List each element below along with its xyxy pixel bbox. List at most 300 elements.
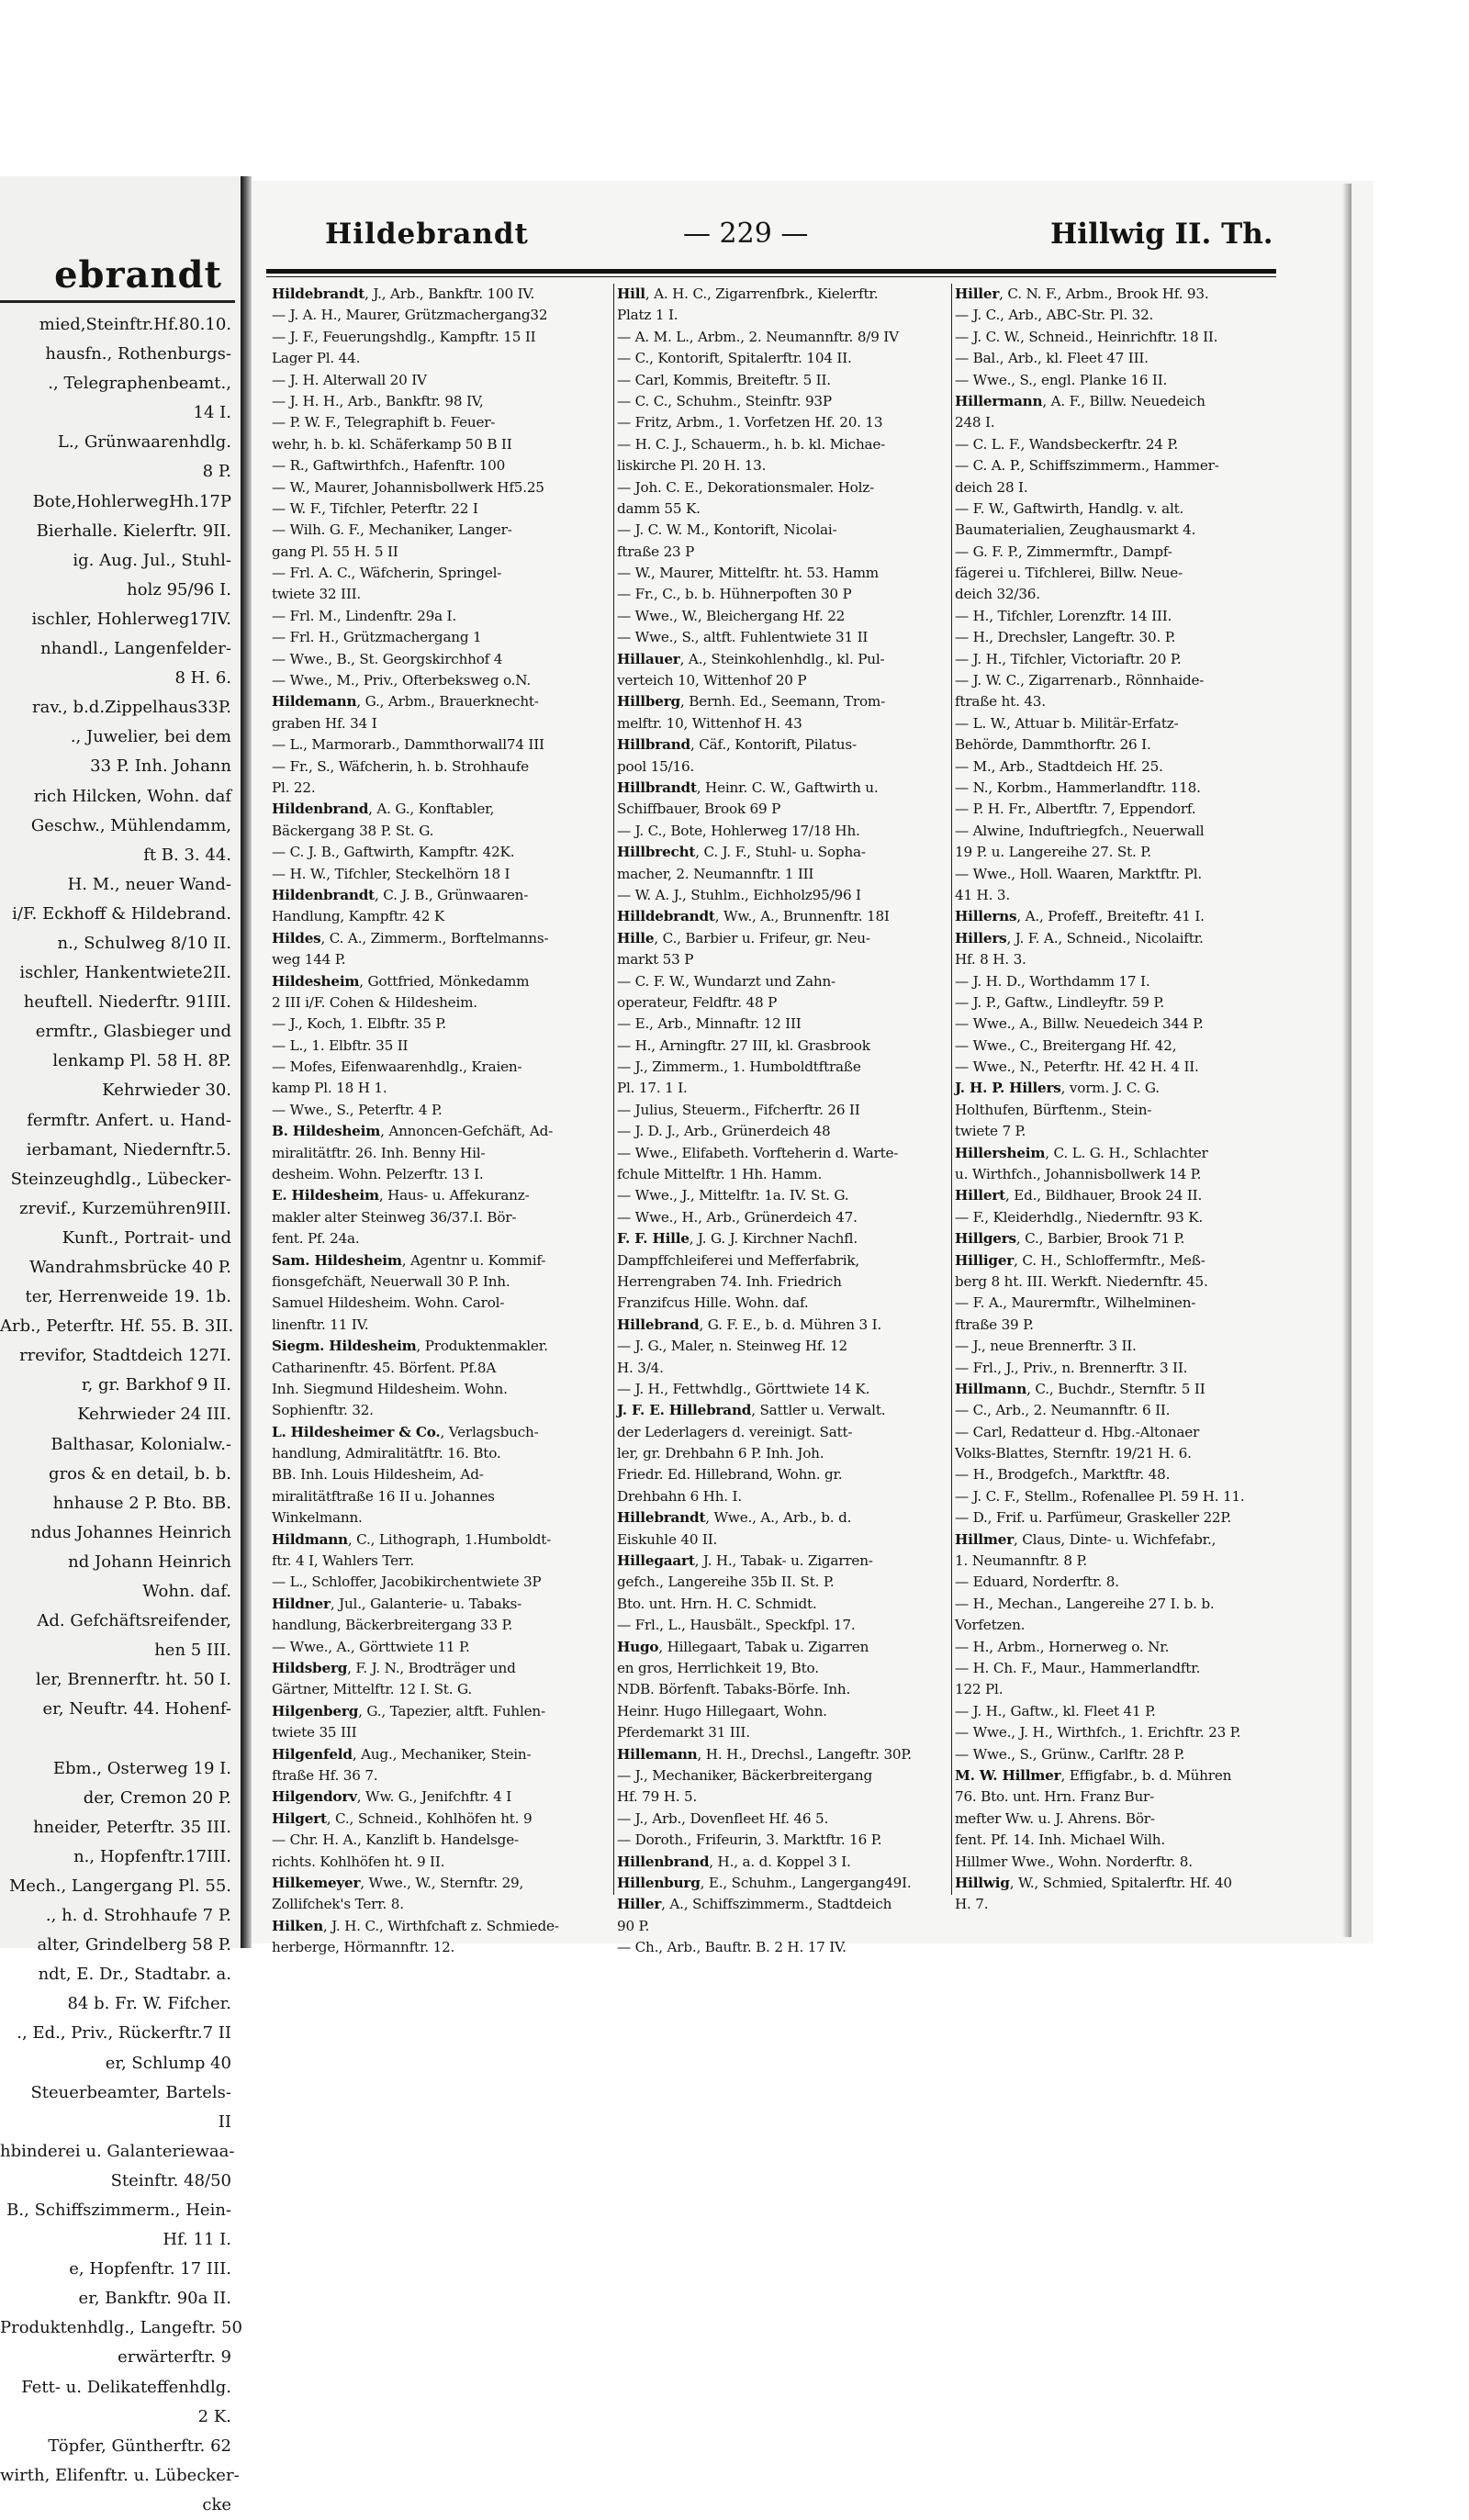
directory-entry-line: Friedr. Ed. Hillebrand, Wohn. gr. xyxy=(617,1466,843,1484)
directory-entry-line: Hillbrecht, C. J. F., Stuhl- u. Sopha- xyxy=(617,844,866,861)
directory-entry-line: — H., Mechan., Langereihe 27 I. b. b. xyxy=(955,1595,1215,1612)
left-page-line: Wohn. daf. xyxy=(142,1582,231,1602)
directory-entry-line: fionsgefchäft, Neuerwall 30 P. Inh. xyxy=(272,1272,510,1290)
left-page-line: ischler, Hohlerweg17IV. xyxy=(31,609,231,629)
directory-entry-line: — N., Korbm., Hammerlandftr. 118. xyxy=(955,778,1201,796)
directory-entry-line: Hilken, J. H. C., Wirthfchaft z. Schmiede- xyxy=(272,1917,559,1934)
directory-entry-line: BB. Inh. Louis Hildesheim, Ad- xyxy=(272,1466,484,1484)
directory-entry-line: — J. F., Feuerungshdlg., Kampftr. 15 II xyxy=(272,328,536,345)
directory-entry-line: Hillmer, Claus, Dinte- u. Wichfefabr., xyxy=(955,1530,1217,1548)
directory-entry-line: — L. W., Attuar b. Militär-Erfatz- xyxy=(955,714,1179,732)
directory-entry-line: — Frl., J., Priv., n. Brennerftr. 3 II. xyxy=(955,1359,1188,1376)
left-page-line: hnhause 2 P. Bto. BB. xyxy=(52,1493,231,1513)
left-page-line: i/F. Eckhoff & Hildebrand. xyxy=(12,903,231,924)
right-page xyxy=(252,181,1374,1956)
directory-entry-line: Bto. unt. Hrn. H. C. Schmidt. xyxy=(617,1595,817,1612)
directory-entry-line: miralitätftraße 16 II u. Johannes xyxy=(272,1487,495,1505)
directory-entry-line: H. 7. xyxy=(955,1896,989,1913)
directory-entry-line: linenftr. 11 IV. xyxy=(272,1316,369,1333)
directory-entry-line: Hillenburg, E., Schuhm., Langergang49I. xyxy=(617,1874,912,1891)
directory-entry-line: Hillwig, W., Schmied, Spitalerftr. Hf. 40 xyxy=(955,1874,1232,1891)
directory-entry-line: Sophienftr. 32. xyxy=(272,1402,374,1419)
directory-entry-line: — J. H. Alterwall 20 IV xyxy=(272,371,427,388)
directory-entry-line: — Wwe., N., Peterftr. Hf. 42 H. 4 II. xyxy=(955,1058,1199,1076)
directory-entry-line: Volks-Blattes, Sternftr. 19/21 H. 6. xyxy=(955,1445,1192,1462)
directory-entry-line: 19 P. u. Langereihe 27. St. P. xyxy=(955,844,1151,861)
directory-entry-line: Hilgenfeld, Aug., Mechaniker, Stein- xyxy=(272,1745,532,1763)
directory-entry-line: Drehbahn 6 Hh. I. xyxy=(617,1487,742,1505)
directory-entry-line: makler alter Steinweg 36/37.I. Bör- xyxy=(272,1208,517,1226)
left-page-line: Bierhalle. Kielerftr. 9II. xyxy=(36,521,231,541)
directory-entry-line: B. Hildesheim, Annoncen-Gefchäft, Ad- xyxy=(272,1123,554,1140)
directory-entry-line: Hillemann, H. H., Drechsl., Langeftr. 30P. xyxy=(617,1745,912,1763)
left-page-line: nd Johann Heinrich xyxy=(68,1551,231,1572)
left-page-line: lenkamp Pl. 58 H. 8P. xyxy=(52,1051,231,1071)
directory-entry-line: — H., Arningftr. 27 III, kl. Grasbrook xyxy=(617,1036,870,1054)
directory-entry-line: J. H. P. Hillers, vorm. J. C. G. xyxy=(955,1080,1160,1097)
left-page-line: alter, Grindelberg 58 P. xyxy=(37,1935,231,1955)
directory-entry-line: — Alwine, Induftriegfch., Neuerwall xyxy=(955,822,1205,839)
directory-entry-line: — J., Arb., Dovenfleet Hf. 46 5. xyxy=(617,1809,829,1827)
directory-entry-line: — C. A. P., Schiffszimmerm., Hammer- xyxy=(955,457,1219,475)
directory-entry-line: Bäckergang 38 P. St. G. xyxy=(272,822,434,839)
column-separator xyxy=(951,284,952,1895)
left-page-line: rrevifor, Stadtdeich 127I. xyxy=(19,1346,231,1366)
directory-entry-line: — Wwe., Elifabeth. Vorfteherin d. Warte- xyxy=(617,1144,899,1161)
book-gutter xyxy=(241,176,252,1948)
left-page-line: Ebm., Osterweg 19 I. xyxy=(52,1758,231,1778)
left-page-line: Töpfer, Güntherftr. 62 xyxy=(48,2436,231,2456)
left-page-line: Steuerbeamter, Bartels- xyxy=(30,2082,231,2102)
directory-entry-line: E. Hildesheim, Haus- u. Affekuranz- xyxy=(272,1187,530,1204)
directory-entry-line: — H. W., Tifchler, Steckelhörn 18 I xyxy=(272,865,510,882)
directory-entry-line: herberge, Hörmannftr. 12. xyxy=(272,1939,455,1956)
directory-entry-line: J. F. E. Hillebrand, Sattler u. Verwalt. xyxy=(617,1402,886,1419)
directory-column-1 xyxy=(272,284,611,1958)
left-page-fragment xyxy=(0,176,243,2514)
directory-entry-line: Hillerns, A., Profeff., Breiteftr. 41 I. xyxy=(955,908,1205,925)
directory-entry-line: — W., Maurer, Mittelftr. ht. 53. Hamm xyxy=(617,565,879,582)
directory-entry-line: operateur, Feldftr. 48 P xyxy=(617,993,778,1011)
left-page-line: Geschw., Mühlendamm, xyxy=(30,815,231,835)
directory-entry-line: Hillebrandt, Wwe., A., Arb., b. d. xyxy=(617,1509,852,1527)
directory-entry-line: — W., Maurer, Johannisbollwerk Hf5.25 xyxy=(272,478,544,496)
directory-entry-line: Hildebrandt, J., Arb., Bankftr. 100 IV. xyxy=(272,286,535,302)
directory-entry-line: u. Wirthfch., Johannisbollwerk 14 P. xyxy=(955,1166,1202,1183)
left-page-line: holz 95/96 I. xyxy=(127,579,231,599)
left-page-line: 33 P. Inh. Johann xyxy=(90,756,231,777)
directory-entry-line: richts. Kohlhöfen ht. 9 II. xyxy=(272,1853,445,1870)
directory-entry-line: — Chr. H. A., Kanzlift b. Handelsge- xyxy=(272,1831,519,1849)
directory-entry-line: Hillebrand, G. F. E., b. d. Mühren 3 I. xyxy=(617,1316,881,1333)
directory-entry-line: weg 144 P. xyxy=(272,951,346,969)
directory-entry-line: — Wwe., S., Peterftr. 4 P. xyxy=(272,1101,443,1118)
left-page-line: gros & en detail, b. b. xyxy=(49,1463,231,1484)
left-page-line: n., Hopfenftr.17III. xyxy=(73,1846,231,1866)
directory-entry-line: — J. H. D., Worthdamm 17 I. xyxy=(955,972,1150,990)
directory-entry-line: — J. C. F., Stellm., Rofenallee Pl. 59 H. 11. xyxy=(955,1487,1245,1505)
left-page-line: rich Hilcken, Wohn. daf xyxy=(33,786,231,806)
directory-entry-line: gefch., Langereihe 35b II. St. P. xyxy=(617,1574,835,1591)
directory-entry-line: — Fritz, Arbm., 1. Vorfetzen Hf. 20. 13 xyxy=(617,414,883,431)
directory-entry-line: damm 55 K. xyxy=(617,499,701,517)
directory-entry-line: 2 III i/F. Cohen & Hildesheim. xyxy=(272,993,477,1011)
directory-entry-line: — Wwe., M., Priv., Ofterbeksweg o.N. xyxy=(272,672,532,689)
directory-entry-line: — Wwe., H., Arb., Grünerdeich 47. xyxy=(617,1208,858,1226)
directory-entry-line: Franzifcus Hille. Wohn. daf. xyxy=(617,1294,809,1312)
directory-entry-line: — C. F. W., Wundarzt und Zahn- xyxy=(617,972,835,990)
directory-entry-line: Hf. 79 H. 5. xyxy=(617,1788,698,1806)
left-page-line: fermftr. Anfert. u. Hand- xyxy=(27,1110,231,1130)
directory-entry-line: — Carl, Kommis, Breiteftr. 5 II. xyxy=(617,371,831,388)
left-page-line: e, Hopfenftr. 17 III. xyxy=(69,2259,231,2279)
left-page-line: ., Ed., Priv., Rückerftr.7 II xyxy=(17,2023,231,2044)
directory-entry-line: — R., Gaftwirthfch., Hafenftr. 100 xyxy=(272,457,506,475)
directory-entry-line: twiete 7 P. xyxy=(955,1123,1026,1140)
left-page-line: Wandrahmsbrücke 40 P. xyxy=(29,1258,231,1277)
directory-entry-line: — J. C., Arb., ABC-Str. Pl. 32. xyxy=(955,307,1154,324)
directory-entry-line: Hilgert, C., Schneid., Kohlhöfen ht. 9 xyxy=(272,1809,533,1827)
directory-entry-line: — Doroth., Frifeurin, 3. Marktftr. 16 P. xyxy=(617,1831,882,1849)
directory-entry-line: Sam. Hildesheim, Agentnr u. Kommif- xyxy=(272,1251,546,1269)
directory-entry-line: — Fr., C., b. b. Hühnerpoften 30 P xyxy=(617,586,852,603)
running-head-right: Hillwig II. Th. xyxy=(1050,218,1273,251)
directory-entry-line: Hildenbrandt, C. J. B., Grünwaaren- xyxy=(272,886,529,903)
directory-entry-line: — H., Tifchler, Lorenzftr. 14 III. xyxy=(955,607,1172,624)
directory-entry-line: Herrengraben 74. Inh. Friedrich xyxy=(617,1272,842,1290)
directory-entry-line: ftraße 39 P. xyxy=(955,1316,1034,1333)
directory-entry-line: Hillmann, C., Buchdr., Sternftr. 5 II xyxy=(955,1380,1205,1397)
directory-entry-line: Inh. Siegmund Hildesheim. Wohn. xyxy=(272,1380,508,1397)
left-page-line: Balthasar, Kolonialw.- xyxy=(50,1434,231,1454)
directory-column-3 xyxy=(955,284,1272,1916)
directory-entry-line: handlung, Bäckerbreitergang 33 P. xyxy=(272,1617,513,1634)
directory-entry-line: Hillbrand, Cäf., Kontorift, Pilatus- xyxy=(617,736,857,754)
directory-entry-line: liskirche Pl. 20 H. 13. xyxy=(617,457,767,475)
directory-entry-line: Hugo, Hillegaart, Tabak u. Zigarren xyxy=(617,1638,869,1655)
directory-entry-line: ftraße ht. 43. xyxy=(955,693,1046,711)
left-page-line: 14 I. xyxy=(193,403,231,423)
left-page-line: hneider, Peterftr. 35 III. xyxy=(33,1817,231,1837)
directory-entry-line: Hf. 8 H. 3. xyxy=(955,951,1026,969)
left-page-line: Fett- u. Delikateffenhdlg. xyxy=(21,2377,231,2397)
directory-entry-line: — W. F., Tifchler, Peterftr. 22 I xyxy=(272,499,478,517)
directory-entry-line: — Ch., Arb., Bauftr. B. 2 H. 17 IV. xyxy=(617,1939,847,1956)
directory-entry-line: Zollifchek's Terr. 8. xyxy=(272,1896,404,1913)
directory-entry-line: — Eduard, Norderftr. 8. xyxy=(955,1574,1119,1591)
directory-entry-line: — H., Arbm., Hornerweg o. Nr. xyxy=(955,1638,1170,1655)
directory-entry-line: Hiller, C. N. F., Arbm., Brook Hf. 93. xyxy=(955,286,1209,302)
left-page-line xyxy=(0,1725,237,1754)
directory-entry-line: Handlung, Kampftr. 42 K xyxy=(272,908,444,925)
running-head-left: Hildebrandt xyxy=(325,218,529,251)
directory-entry-line: — J. H., Fettwhdlg., Görttwiete 14 K. xyxy=(617,1380,870,1397)
directory-entry-line: Pl. 22. xyxy=(272,778,316,796)
directory-entry-line: Pferdemarkt 31 III. xyxy=(617,1724,750,1742)
directory-entry-line: — J. C., Bote, Hohlerweg 17/18 Hh. xyxy=(617,822,860,839)
directory-entry-line: desheim. Wohn. Pelzerftr. 13 I. xyxy=(272,1166,484,1183)
directory-entry-line: — J. A. H., Maurer, Grützmachergang32 xyxy=(272,307,548,324)
directory-entry-line: Schiffbauer, Brook 69 P xyxy=(617,801,781,818)
directory-entry-line: — H., Brodgefch., Marktftr. 48. xyxy=(955,1466,1171,1484)
directory-entry-line: — Carl, Redatteur d. Hbg.-Altonaer xyxy=(955,1423,1200,1440)
directory-entry-line: Hilldebrandt, Ww., A., Brunnenftr. 18I xyxy=(617,908,890,925)
left-page-line: L., Grünwaarenhdlg. xyxy=(57,432,231,453)
left-page-line: ft B. 3. 44. xyxy=(143,845,231,865)
directory-entry-line: — J. P., Gaftw., Lindleyftr. 59 P. xyxy=(955,993,1164,1011)
left-page-line: ter, Herrenweide 19. 1b. xyxy=(25,1287,231,1307)
directory-entry-line: Hildner, Jul., Galanterie- u. Tabaks- xyxy=(272,1595,522,1612)
directory-entry-line: Samuel Hildesheim. Wohn. Carol- xyxy=(272,1294,505,1312)
directory-entry-line: Baumaterialien, Zeughausmarkt 4. xyxy=(955,521,1196,539)
directory-column-2 xyxy=(617,284,949,1958)
left-page-line: B., Schiffszimmerm., Hein- xyxy=(6,2201,231,2220)
directory-entry-line: — G. F. P., Zimmermftr., Dampf- xyxy=(955,543,1172,560)
left-page-line: 8 H. 6. xyxy=(174,668,231,689)
left-page-line: ., Telegraphenbeamt., xyxy=(48,374,231,394)
directory-entry-line: twiete 32 III. xyxy=(272,586,362,603)
page-number: — 229 — xyxy=(683,218,809,250)
directory-entry-line: Heinr. Hugo Hillegaart, Wohn. xyxy=(617,1702,827,1719)
directory-entry-line: der Lederlagers d. vereinigt. Satt- xyxy=(617,1423,853,1440)
directory-entry-line: kamp Pl. 18 H 1. xyxy=(272,1080,387,1097)
directory-entry-line: Hillert, Ed., Bildhauer, Brook 24 II. xyxy=(955,1187,1203,1204)
directory-entry-line: — Fr., S., Wäfcherin, h. b. Strohhaufe xyxy=(272,757,529,775)
left-page-line: ierbamant, Niedernftr.5. xyxy=(26,1139,231,1159)
directory-entry-line: — H. Ch. F., Maur., Hammerlandftr. xyxy=(955,1660,1201,1676)
left-page-line: Ad. Gefchäftsreifender, xyxy=(37,1611,231,1631)
directory-entry-line: — H., Drechsler, Langeftr. 30. P. xyxy=(955,629,1176,646)
left-page-line: 84 b. Fr. W. Fifcher. xyxy=(67,1994,231,2014)
left-page-line: Produktenhdlg., Langeftr. 50 xyxy=(0,2318,242,2338)
left-page-line: Arb., Peterftr. Hf. 55. B. 3II. xyxy=(0,1316,234,1337)
left-page-line: zrevif., Kurzemühren9III. xyxy=(19,1198,231,1218)
left-page-rule xyxy=(0,300,235,303)
directory-entry-line: — H. C. J., Schauerm., h. b. kl. Michae- xyxy=(617,435,886,453)
directory-entry-line: H. 3/4. xyxy=(617,1359,664,1376)
directory-entry-line: Pl. 17. 1 I. xyxy=(617,1080,688,1097)
left-page-heading: ebrandt xyxy=(54,253,222,297)
directory-entry-line: — Frl., L., Hausbält., Speckfpl. 17. xyxy=(617,1617,856,1634)
directory-entry-line: 76. Bto. unt. Hrn. Franz Bur- xyxy=(955,1788,1155,1806)
left-page-line: hausfn., Rothenburgs- xyxy=(45,344,231,364)
left-page-line: er, Schlump 40 xyxy=(105,2053,231,2073)
directory-entry-line: — Wwe., S., engl. Planke 16 II. xyxy=(955,371,1168,388)
directory-entry-line: — C., Kontorift, Spitalerftr. 104 II. xyxy=(617,350,852,367)
directory-entry-line: 248 I. xyxy=(955,414,995,431)
directory-entry-line: Eiskuhle 40 II. xyxy=(617,1530,718,1548)
directory-entry-line: graben Hf. 34 I xyxy=(272,714,377,732)
directory-entry-line: L. Hildesheimer & Co., Verlagsbuch- xyxy=(272,1423,539,1440)
directory-entry-line: — Wwe., S., Grünw., Carlftr. 28 P. xyxy=(955,1745,1185,1763)
left-page-line: ermftr., Glasbieger und xyxy=(35,1022,231,1042)
directory-entry-line: — J. H., Gaftw., kl. Fleet 41 P. xyxy=(955,1702,1156,1719)
directory-entry-line: deich 32/36. xyxy=(955,586,1040,603)
left-page-line: wirth, Elifenftr. u. Lübecker- xyxy=(0,2465,240,2485)
left-page-line: cke xyxy=(202,2494,231,2514)
directory-entry-line: — D., Frif. u. Parfümeur, Graskeller 22P. xyxy=(955,1509,1231,1527)
left-page-line: n., Schulweg 8/10 II. xyxy=(57,933,231,953)
left-page-line: Kehrwieder 30. xyxy=(102,1081,231,1101)
directory-entry-line: — F. W., Gaftwirth, Handlg. v. alt. xyxy=(955,499,1184,517)
directory-entry-line: — J., Mechaniker, Bäckerbreitergang xyxy=(617,1766,872,1784)
directory-entry-line: — J. H. H., Arb., Bankftr. 98 IV, xyxy=(272,392,484,409)
directory-entry-line: ftr. 4 I, Wahlers Terr. xyxy=(272,1552,414,1570)
directory-entry-line: — C. C., Schuhm., Steinftr. 93P xyxy=(617,392,832,409)
left-page-line: 8 P. xyxy=(202,462,231,482)
left-page-line: Hf. 11 I. xyxy=(163,2230,231,2250)
directory-entry-line: — A. M. L., Arbm., 2. Neumannftr. 8/9 IV xyxy=(617,328,899,345)
directory-entry-line: Gärtner, Mittelftr. 12 I. St. G. xyxy=(272,1681,472,1698)
directory-entry-line: Hille, C., Barbier u. Frifeur, gr. Neu- xyxy=(617,929,870,946)
directory-entry-line: Hilkemeyer, Wwe., W., Sternftr. 29, xyxy=(272,1874,524,1891)
left-page-line: Mech., Langergang Pl. 55. xyxy=(8,1876,231,1896)
left-page-line: heuftell. Niederftr. 91III. xyxy=(23,992,231,1013)
directory-entry-line: — J. G., Maler, n. Steinweg Hf. 12 xyxy=(617,1338,847,1355)
directory-entry-line: — E., Arb., Minnaftr. 12 III xyxy=(617,1015,802,1033)
directory-entry-line: — Wwe., J., Mittelftr. 1a. IV. St. G. xyxy=(617,1187,849,1204)
directory-entry-line: ler, gr. Drehbahn 6 P. Inh. Joh. xyxy=(617,1445,824,1462)
directory-entry-line: Hilliger, C. H., Schloffermftr., Meß- xyxy=(955,1251,1205,1269)
directory-entry-line: Hillers, J. F. A., Schneid., Nicolaiftr. xyxy=(955,929,1204,946)
directory-entry-line: Hillgers, C., Barbier, Brook 71 P. xyxy=(955,1230,1185,1248)
directory-entry-line: Hillegaart, J. H., Tabak- u. Zigarren- xyxy=(617,1552,873,1570)
directory-entry-line: verteich 10, Wittenhof 20 P xyxy=(617,672,807,689)
directory-entry-line: — C. L. F., Wandsbeckerftr. 24 P. xyxy=(955,435,1178,453)
directory-entry-line: F. F. Hille, J. G. J. Kirchner Nachfl. xyxy=(617,1230,858,1248)
left-page-line: ., h. d. Strohhaufe 7 P. xyxy=(45,1906,231,1926)
directory-entry-line: Hillermann, A. F., Billw. Neuedeich xyxy=(955,392,1205,409)
directory-entry-line: handlung, Admiralitätftr. 16. Bto. xyxy=(272,1445,501,1462)
directory-entry-line: melftr. 10, Wittenhof H. 43 xyxy=(617,714,802,732)
left-page-line: hbinderei u. Galanteriewaa- xyxy=(0,2141,235,2161)
directory-entry-line: Hill, A. H. C., Zigarrenfbrk., Kielerftr. xyxy=(617,286,879,302)
directory-entry-line: Hilgendorv, Ww. G., Jenifchftr. 4 I xyxy=(272,1788,512,1806)
page-edge-shadow xyxy=(1342,184,1351,1937)
directory-entry-line: Hildesheim, Gottfried, Mönkedamm xyxy=(272,972,530,990)
directory-entry-line: — J. D. J., Arb., Grünerdeich 48 xyxy=(617,1123,831,1140)
left-page-line: ., Juwelier, bei dem xyxy=(70,727,231,747)
directory-entry-line: markt 53 P xyxy=(617,951,694,969)
directory-entry-line: — J. C. W., Schneid., Heinrichftr. 18 II. xyxy=(955,328,1218,345)
directory-entry-line: — C., Arb., 2. Neumannftr. 6 II. xyxy=(955,1402,1171,1419)
directory-entry-line: Hildmann, C., Lithograph, 1.Humboldt- xyxy=(272,1530,552,1548)
directory-entry-line: Vorfetzen. xyxy=(955,1617,1026,1634)
directory-entry-line: Lager Pl. 44. xyxy=(272,350,361,367)
left-page-line: Steinzeughdlg., Lübecker- xyxy=(10,1169,231,1189)
column-separator xyxy=(613,284,614,1895)
left-page-line: ig. Aug. Jul., Stuhl- xyxy=(73,550,231,570)
directory-entry-line: macher, 2. Neumannftr. 1 III xyxy=(617,865,814,882)
directory-entry-line: — L., Schloffer, Jacobikirchentwiete 3P xyxy=(272,1574,542,1591)
left-page-line: der, Cremon 20 P. xyxy=(83,1787,231,1808)
left-page-line: ler, Brennerftr. ht. 50 I. xyxy=(35,1670,231,1690)
directory-entry-line: — C. J. B., Gaftwirth, Kampftr. 42K. xyxy=(272,844,515,861)
directory-entry-line: — Wilh. G. F., Mechaniker, Langer- xyxy=(272,521,512,539)
directory-entry-line: — Bal., Arb., kl. Fleet 47 III. xyxy=(955,350,1149,367)
directory-entry-line: fent. Pf. 24a. xyxy=(272,1230,360,1248)
directory-entry-line: fägerei u. Tifchlerei, Billw. Neue- xyxy=(955,565,1183,582)
directory-entry-line: 41 H. 3. xyxy=(955,886,1010,903)
directory-entry-line: Hiller, A., Schiffszimmerm., Stadtdeich xyxy=(617,1896,892,1913)
directory-entry-line: — L., Marmorarb., Dammthorwall74 III xyxy=(272,736,544,754)
directory-entry-line: — Wwe., B., St. Georgskirchhof 4 xyxy=(272,650,503,667)
directory-entry-line: 1. Neumannftr. 8 P. xyxy=(955,1552,1088,1570)
left-page-line: er, Bankftr. 90a II. xyxy=(78,2289,231,2309)
directory-entry-line: Siegm. Hildesheim, Produktenmakler. xyxy=(272,1338,548,1355)
directory-entry-line: — J. H., Tifchler, Victoriaftr. 20 P. xyxy=(955,650,1182,667)
directory-entry-line: Hillauer, A., Steinkohlenhdlg., kl. Pul- xyxy=(617,650,885,667)
directory-entry-line: 90 P. xyxy=(617,1917,650,1934)
directory-entry-line: M. W. Hillmer, Effigfabr., b. d. Mühren xyxy=(955,1766,1232,1784)
directory-entry-line: — J., neue Brennerftr. 3 II. xyxy=(955,1338,1137,1355)
header-rule-thin xyxy=(266,276,1276,277)
directory-entry-line: deich 28 I. xyxy=(955,478,1028,496)
directory-entry-line: en gros, Herrlichkeit 19, Bto. xyxy=(617,1660,819,1676)
directory-entry-line: Hillbrandt, Heinr. C. W., Gaftwirth u. xyxy=(617,778,879,796)
directory-entry-line: Platz 1 I. xyxy=(617,307,678,324)
directory-entry-line: — J. C. W. M., Kontorift, Nicolai- xyxy=(617,521,837,539)
directory-entry-line: Dampffchleiferei und Mefferfabrik, xyxy=(617,1251,860,1269)
directory-entry-line: — Wwe., Holl. Waaren, Marktftr. Pl. xyxy=(955,865,1202,882)
directory-entry-line: — J. W. C., Zigarrenarb., Rönnhaide- xyxy=(955,672,1205,689)
left-page-line: 2 K. xyxy=(197,2406,231,2426)
left-page-line: ndus Johannes Heinrich xyxy=(30,1522,231,1542)
left-page-line: II xyxy=(218,2111,231,2132)
directory-entry-line: — Wwe., S., altft. Fuhlentwiete 31 II xyxy=(617,629,869,646)
left-page-line: hen 5 III. xyxy=(154,1641,231,1661)
left-page-lines xyxy=(0,310,242,2520)
directory-entry-line: ftraße 23 P xyxy=(617,543,695,560)
directory-entry-line: Winkelmann. xyxy=(272,1509,363,1527)
directory-entry-line: — Wwe., C., Breitergang Hf. 42, xyxy=(955,1036,1177,1054)
left-page-line: Bote,HohlerwegHh.17P xyxy=(32,491,231,511)
left-page-line: erwärterftr. 9 xyxy=(118,2347,231,2368)
directory-entry-line: — F., Kleiderhdlg., Niedernftr. 93 K. xyxy=(955,1208,1204,1226)
directory-entry-line: Hildenbrand, A. G., Konftabler, xyxy=(272,801,495,818)
left-page-line: mied,Steinftr.Hf.80.10. xyxy=(39,315,231,334)
header-rule xyxy=(266,269,1276,274)
directory-entry-line: 122 Pl. xyxy=(955,1681,1004,1698)
directory-entry-line: miralitätftr. 26. Inh. Benny Hil- xyxy=(272,1144,486,1161)
directory-entry-line: Hildemann, G., Arbm., Brauerknecht- xyxy=(272,693,539,711)
directory-entry-line: Hildes, C. A., Zimmerm., Borftelmanns- xyxy=(272,929,549,946)
directory-entry-line: — Wwe., A., Billw. Neuedeich 344 P. xyxy=(955,1015,1204,1033)
directory-entry-line: — M., Arb., Stadtdeich Hf. 25. xyxy=(955,757,1163,775)
left-page-line: nhandl., Langenfelder- xyxy=(40,639,231,659)
left-page-line: Kehrwieder 24 III. xyxy=(77,1405,231,1425)
left-page-line: H. M., neuer Wand- xyxy=(67,874,231,894)
directory-entry-line: — L., 1. Elbftr. 35 II xyxy=(272,1036,409,1054)
left-page-line: ischler, Hankentwiete2II. xyxy=(19,963,231,983)
left-page-line: rav., b.d.Zippelhaus33P. xyxy=(32,698,231,718)
directory-entry-line: Catharinenftr. 45. Börfent. Pf.8A xyxy=(272,1359,497,1376)
directory-entry-line: gang Pl. 55 H. 5 II xyxy=(272,543,398,560)
left-page-line: Steinftr. 48/50 xyxy=(110,2170,231,2190)
directory-entry-line: Hildsberg, F. J. N., Brodträger und xyxy=(272,1660,516,1676)
directory-entry-line: — J., Zimmerm., 1. Humboldtftraße xyxy=(617,1058,861,1076)
directory-entry-line: pool 15/16. xyxy=(617,757,695,775)
directory-entry-line: — F. A., Maurermftr., Wilhelminen- xyxy=(955,1294,1196,1312)
left-page-line: ndt, E. Dr., Stadtabr. a. xyxy=(38,1965,231,1985)
directory-entry-line: — Julius, Steuerm., Fifcherftr. 26 II xyxy=(617,1101,860,1118)
directory-entry-line: Hillberg, Bernh. Ed., Seemann, Trom- xyxy=(617,693,886,711)
directory-entry-line: ftraße Hf. 36 7. xyxy=(272,1766,378,1784)
directory-entry-line: Hillersheim, C. L. G. H., Schlachter xyxy=(955,1144,1208,1161)
directory-entry-line: — Wwe., A., Görttwiete 11 P. xyxy=(272,1638,470,1655)
directory-entry-line: mefter Ww. u. J. Ahrens. Bör- xyxy=(955,1809,1155,1827)
left-page-line: Kunft., Portrait- und xyxy=(62,1227,231,1248)
